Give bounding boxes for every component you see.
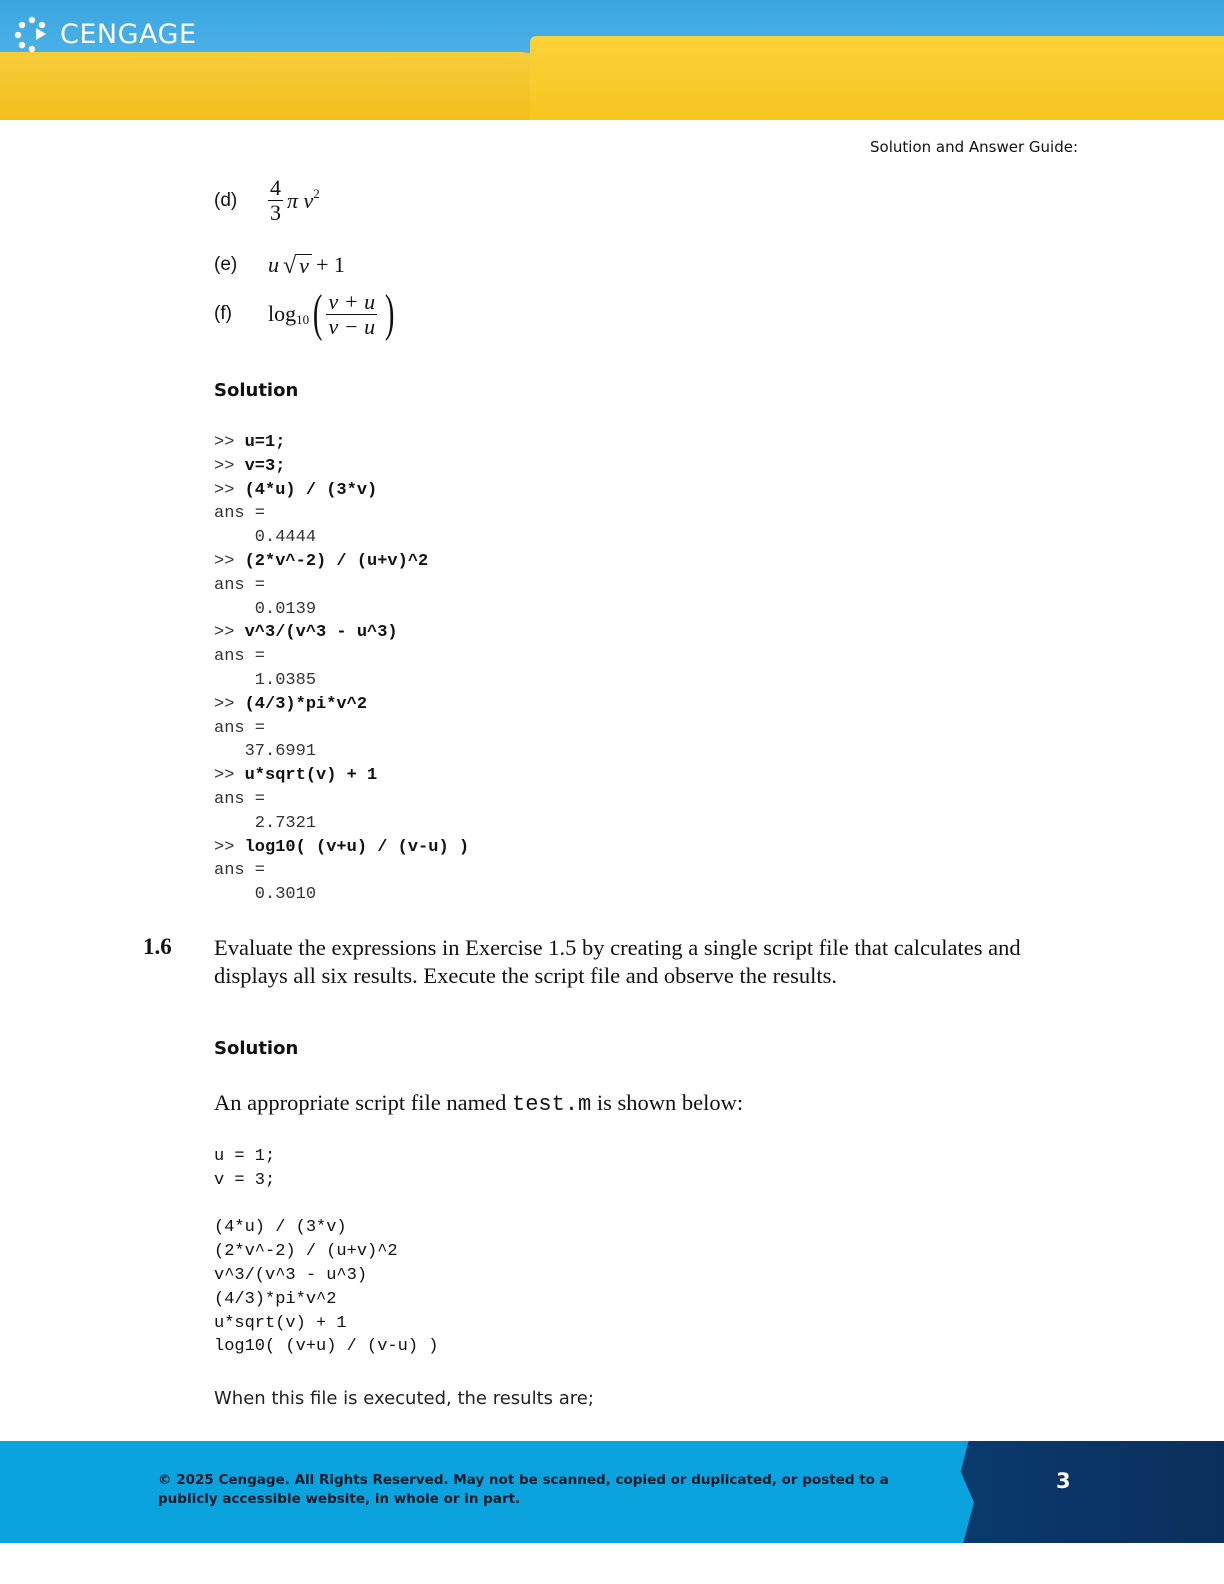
- radical-sign-icon: √: [283, 252, 297, 279]
- log-base: 10: [296, 312, 310, 327]
- script-intro: [214, 1090, 743, 1117]
- code-line: [214, 740, 469, 764]
- intro-text: An appropriate script file named: [214, 1090, 513, 1115]
- prompt-text: ans =: [214, 718, 266, 738]
- code-line: [214, 598, 469, 622]
- code-line: [214, 574, 469, 598]
- code-line: [214, 621, 469, 645]
- prompt-text: ans =: [214, 789, 266, 809]
- square-root: [283, 254, 312, 277]
- command-text: v=3;: [244, 456, 286, 476]
- script-line: u*sqrt(v) + 1: [214, 1313, 347, 1333]
- code-line: [214, 526, 469, 550]
- copyright-notice: © 2025 Cengage. All Rights Reserved. May not be scanned, copied or duplicated, or posted to a publicly accessible website, in whole or in part.: [158, 1472, 889, 1507]
- cengage-logo-icon: [12, 14, 52, 54]
- prompt-text: 2.7321: [214, 813, 317, 833]
- left-paren-icon: (: [313, 285, 323, 342]
- prompt-text: >>: [214, 551, 245, 571]
- code-line: [214, 479, 469, 503]
- code-line: [214, 717, 469, 741]
- prompt-text: 1.0385: [214, 670, 317, 690]
- intro-text-after: is shown below:: [591, 1090, 744, 1115]
- command-text: v^3/(v^3 - u^3): [244, 623, 398, 643]
- prompt-text: ans =: [214, 861, 266, 881]
- header-yellow-band-left: [0, 52, 560, 120]
- code-line: [214, 669, 469, 693]
- prompt-text: >>: [214, 837, 245, 857]
- numerator: 4: [270, 175, 281, 200]
- math-expression: [268, 285, 398, 342]
- code-line: [214, 693, 469, 717]
- command-text: u=1;: [244, 433, 286, 452]
- script-line: v = 3;: [214, 1170, 276, 1190]
- prompt-text: >>: [214, 766, 245, 786]
- prompt-text: ans =: [214, 647, 266, 667]
- solution-heading: Solution: [214, 380, 299, 401]
- prompt-text: >>: [214, 433, 245, 452]
- script-line: u = 1;: [214, 1147, 276, 1166]
- script-listing: [214, 1145, 438, 1359]
- script-line: v^3/(v^3 - u^3): [214, 1265, 368, 1285]
- part-e: [214, 252, 345, 278]
- prompt-text: >>: [214, 456, 245, 476]
- denominator: v − u: [328, 313, 376, 339]
- script-line: (2*v^-2) / (u+v)^2: [214, 1242, 398, 1262]
- command-text: (2*v^-2) / (u+v)^2: [244, 551, 429, 571]
- page-footer: [0, 1441, 1224, 1543]
- command-text: log10( (v+u) / (v-u) ): [244, 837, 470, 857]
- page-header: [0, 0, 1224, 120]
- running-head: Solution and Answer Guide:: [870, 138, 1078, 156]
- footer-dark-panel: [958, 1441, 1224, 1543]
- prompt-text: 0.0139: [214, 599, 317, 619]
- matlab-session: [214, 431, 469, 907]
- code-line: [214, 455, 469, 479]
- result-text: When this file is executed, the results are;: [214, 1388, 594, 1409]
- command-text: (4/3)*pi*v^2: [244, 694, 368, 714]
- expression-rest: π v: [287, 187, 314, 213]
- math-expression: [268, 176, 320, 225]
- prompt-text: >>: [214, 694, 245, 714]
- math-expression: [268, 252, 345, 278]
- part-label: (e): [214, 254, 238, 275]
- code-line: [214, 764, 469, 788]
- prompt-text: >>: [214, 480, 245, 500]
- prompt-text: >>: [214, 623, 245, 643]
- prompt-text: ans =: [214, 575, 266, 595]
- command-text: (4*u) / (3*v): [244, 480, 378, 500]
- code-line: [214, 836, 469, 860]
- code-line: [214, 812, 469, 836]
- cengage-logo: [12, 14, 197, 54]
- expression-pre: u: [268, 252, 279, 277]
- prompt-text: 0.4444: [214, 528, 317, 548]
- part-f: [214, 285, 398, 342]
- log-function: log: [268, 301, 297, 326]
- radicand: v: [296, 254, 312, 277]
- script-line: (4*u) / (3*v): [214, 1218, 347, 1238]
- solution-heading: Solution: [214, 1038, 299, 1059]
- script-line: log10( (v+u) / (v-u) ): [214, 1337, 439, 1357]
- problem-text: Evaluate the expressions in Exercise 1.5 by creating a single script file that calculates and displays all six results. Execute the script file and observe the results.: [214, 935, 1021, 988]
- code-line: [214, 645, 469, 669]
- fraction: [268, 176, 283, 225]
- code-line: [214, 883, 469, 907]
- header-yellow-band: [530, 36, 1224, 120]
- command-text: u*sqrt(v) + 1: [244, 766, 378, 786]
- fraction: [326, 290, 377, 339]
- code-line: [214, 550, 469, 574]
- logo-text: CENGAGE: [60, 18, 197, 50]
- numerator: v + u: [328, 288, 376, 314]
- prompt-text: ans =: [214, 504, 266, 524]
- denominator: 3: [270, 200, 281, 225]
- part-d: [214, 176, 320, 225]
- script-filename: test.m: [512, 1092, 592, 1117]
- script-line: (4/3)*pi*v^2: [214, 1289, 337, 1309]
- right-paren-icon: ): [384, 285, 395, 342]
- code-line: [214, 788, 469, 812]
- code-line: [214, 502, 469, 526]
- prompt-text: 0.3010: [214, 885, 317, 905]
- code-line: [214, 431, 469, 455]
- part-label: (f): [214, 303, 232, 324]
- problem-number: 1.6: [143, 934, 172, 959]
- exponent: 2: [313, 186, 320, 201]
- prompt-text: 37.6991: [214, 742, 317, 762]
- part-label: (d): [214, 189, 238, 211]
- page-number: 3: [1056, 1469, 1071, 1493]
- expression-post: + 1: [315, 252, 345, 277]
- script-line: [214, 1193, 438, 1217]
- code-line: [214, 859, 469, 883]
